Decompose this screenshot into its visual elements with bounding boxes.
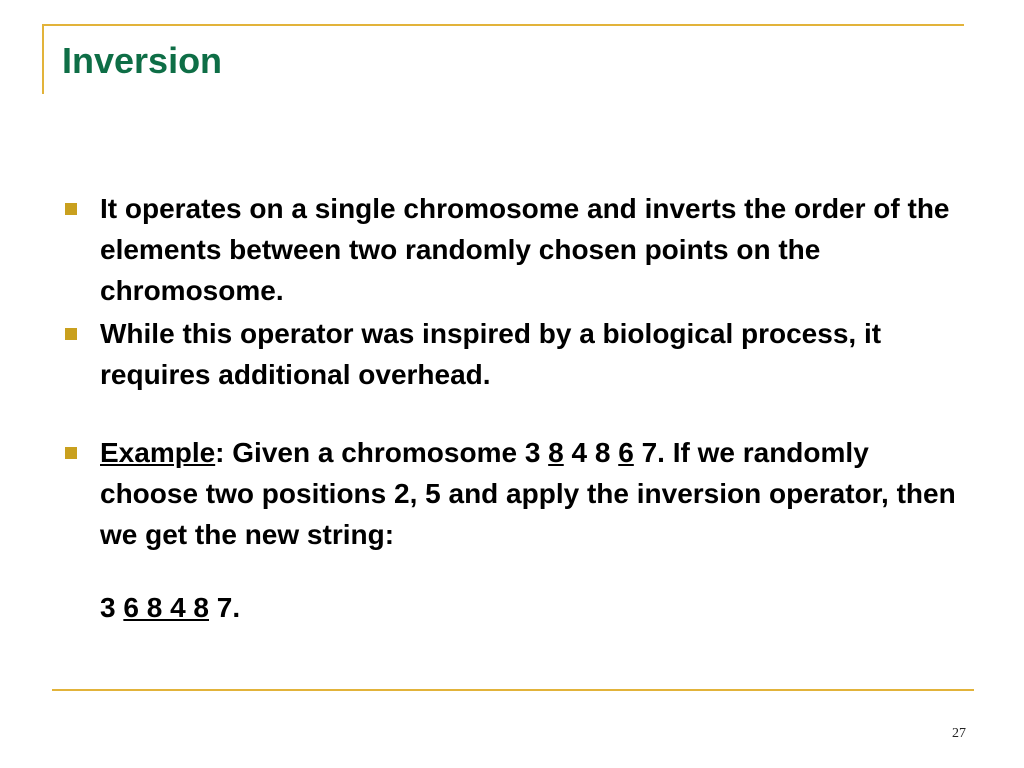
- left-rule: [42, 24, 44, 94]
- inverted-segment: 6 8 4 8: [123, 592, 209, 623]
- first-chosen-position: 8: [548, 437, 564, 468]
- square-bullet-icon: [65, 447, 77, 459]
- example-text-part: 4 8: [563, 437, 619, 468]
- bullet-text: It operates on a single chromosome and inverts the order of the elements between two randomly chosen points on the chromosome.: [100, 193, 950, 306]
- result-string: [100, 587, 240, 628]
- example-text-part: 7. If we randomly choose two positions 2, 5 and apply the inversion operator, then we get the new string:: [100, 437, 956, 550]
- example-text-part: : Given a chromosome 3: [215, 437, 549, 468]
- bullet-item: [62, 313, 972, 395]
- second-chosen-position: 6: [618, 437, 634, 468]
- slide-title: Inversion: [62, 40, 223, 81]
- bullet-item-example: [62, 432, 972, 555]
- page-number: 27: [952, 726, 966, 741]
- result-prefix: 3: [100, 592, 124, 623]
- bullet-text: While this operator was inspired by a biological process, it requires additional overhead.: [100, 318, 882, 390]
- example-label: Example: [100, 437, 216, 468]
- result-suffix: 7.: [209, 592, 241, 623]
- top-rule: [42, 24, 964, 26]
- bottom-rule: [52, 689, 974, 691]
- square-bullet-icon: [65, 203, 77, 215]
- bullet-item: [62, 188, 972, 311]
- bullet-list: [62, 188, 972, 555]
- square-bullet-icon: [65, 328, 77, 340]
